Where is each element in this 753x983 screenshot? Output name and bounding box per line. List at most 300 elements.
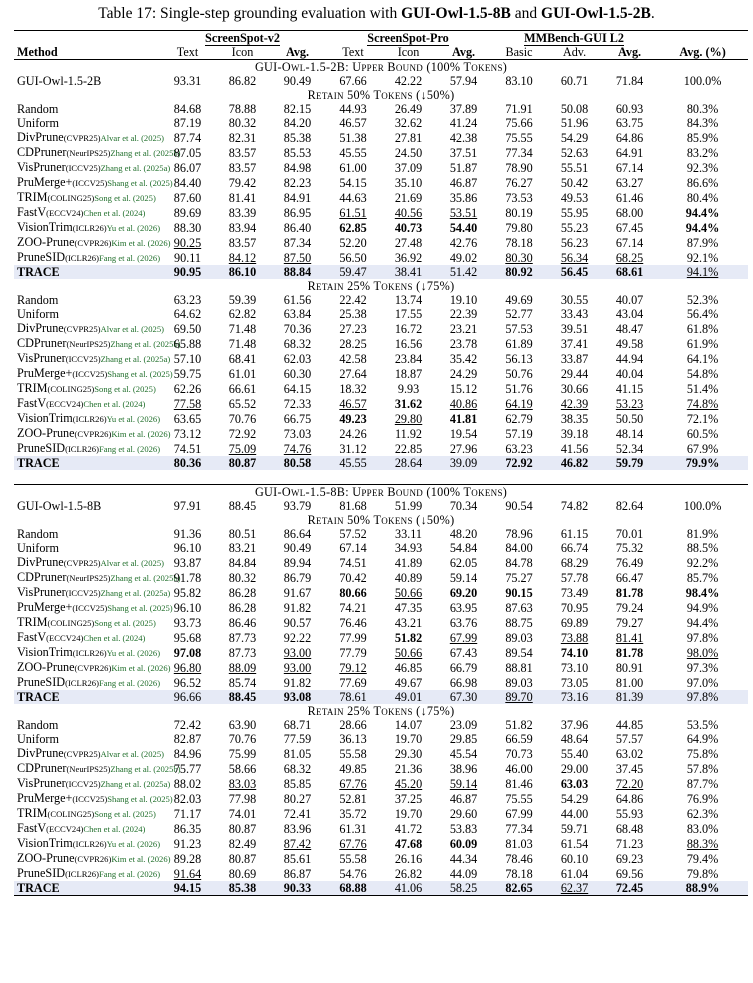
table-row [14,732,748,746]
table-cell: 96.52 [173,675,202,690]
method-name: VisionTrim [17,836,73,850]
table-cell: 44.34 [449,851,478,866]
table-cell: 68.00 [615,205,644,220]
method-name: PruneSID [17,866,66,880]
table-cell: 56.13 [505,351,533,366]
table-cell: 40.73 [394,220,423,235]
table-cell: 82.64 [615,499,644,513]
header-col-row [14,45,748,60]
method-venue: (ICCV25) [72,369,108,379]
table-cell: 75.27 [505,570,533,585]
table-cell: 85.85 [283,776,312,791]
method-venue: (NeurIPS25) [66,764,111,774]
table-cell: 37.09 [394,160,423,175]
table-cell: 23.78 [449,336,478,351]
table-cell: 88.9% [657,881,748,896]
table-cell: 87.05 [173,145,202,160]
method-venue: (ECCV24) [46,399,84,409]
table-cell: 60.71 [560,74,589,88]
table-row [14,600,748,615]
table-row [14,555,748,570]
method-name: TRIM [17,615,48,629]
method-name: ZOO-Prune [17,426,75,440]
table-cell: 80.58 [270,456,325,470]
table-cell: 41.24 [449,116,478,130]
table-cell: 97.08 [173,645,202,660]
table-cell: 80.91 [615,660,644,675]
table-cell: 28.64 [381,456,436,470]
table-cell: 49.02 [449,250,478,265]
table-cell: 29.80 [394,411,423,426]
col-header: Avg. [617,45,642,59]
table-cell: 41.72 [394,821,423,836]
table-cell: 64.91 [615,145,644,160]
method-citation[interactable]: Yu et al. (2026) [106,223,161,233]
table-cell: 67.30 [436,690,491,704]
table-cell: 72.20 [615,776,644,791]
table-cell: 83.2% [686,145,719,160]
method-citation[interactable]: Alvar et al. (2025) [100,324,164,334]
table-cell: 63.23 [173,293,202,307]
caption-model-a: GUI-Owl-1.5-8B [401,5,511,22]
table-cell: 80.30 [505,250,533,265]
table-row [14,307,748,321]
method-name: VisionTrim [17,411,73,425]
table-cell: 54.40 [449,220,478,235]
method-name: GUI-Owl-1.5-8B [17,499,102,513]
table-cell: 63.02 [615,746,644,761]
table-cell: 94.15 [160,881,215,896]
table-cell: 75.55 [505,791,533,806]
method-citation[interactable]: Zhang et al. (2025a) [100,163,171,173]
table-cell: 27.96 [449,441,478,456]
table-cell: 51.4% [686,381,719,396]
table-row [14,366,748,381]
method-citation[interactable]: Shang et al. (2025) [107,369,173,379]
col-header: Avg. (%) [679,45,726,59]
table-cell: 68.71 [283,718,312,732]
table-cell: 29.30 [394,746,423,761]
table-cell: 73.03 [283,426,312,441]
table-cell: 60.30 [283,366,312,381]
table-row [14,615,748,630]
col-header: Icon [397,45,420,59]
table-cell: 68.25 [615,250,644,265]
table-cell: 80.27 [283,791,312,806]
table-cell: 55.93 [615,806,644,821]
table-cell: 61.15 [560,527,589,541]
table-cell: 37.25 [394,791,423,806]
method-name: VisionTrim [17,645,73,659]
table-cell: 70.34 [449,499,478,513]
table-cell: 38.35 [560,411,589,426]
table-cell: 23.84 [394,351,423,366]
method-name: Random [17,102,59,116]
table-cell: 29.85 [449,732,478,746]
table-cell: 75.55 [505,130,533,145]
method-citation[interactable]: Zhang et al. (2025a) [100,779,171,789]
method-citation[interactable]: Zhang et al. (2025b) [110,339,181,349]
table-cell: 66.59 [505,732,533,746]
table-cell: 49.23 [339,411,367,426]
table-cell: 88.09 [228,660,257,675]
table-cell: 72.45 [602,881,657,896]
table-cell: 96.80 [173,660,202,675]
method-venue: (ICCV25) [72,794,108,804]
method-citation[interactable]: Kim et al. (2026) [111,238,171,248]
table-cell: 83.03 [228,776,257,791]
table-cell: 73.88 [560,630,589,645]
table-cell: 62.79 [505,411,533,426]
method-citation[interactable]: Yu et al. (2026) [106,648,161,658]
table-cell: 81.9% [686,527,719,541]
table-row [14,499,748,513]
table-cell: 83.0% [686,821,719,836]
table-cell: 94.9% [686,600,719,615]
table-row [14,336,748,351]
table-cell: 71.84 [615,74,644,88]
method-citation[interactable]: Fang et al. (2026) [98,253,161,263]
method-name: PruneSID [17,250,66,264]
table-cell: 25.38 [339,307,367,321]
table-cell: 44.09 [449,866,478,881]
table-cell: 71.17 [173,806,202,821]
table-cell: 90.49 [283,541,312,555]
retain-section-title [14,704,748,718]
table-cell: 42.22 [394,74,423,88]
table-cell: 61.04 [560,866,589,881]
method-citation[interactable]: Song et al. (2025) [94,384,156,394]
method-citation[interactable]: Chen et al. (2024) [83,399,146,409]
table-cell: 23.09 [449,718,478,732]
method-citation[interactable]: Fang et al. (2026) [98,678,161,688]
method-name: Random [17,718,59,732]
method-name: VisPruner [17,160,66,174]
method-venue: (ICLR26) [72,223,107,233]
table-row [14,220,748,235]
method-venue: (NeurIPS25) [66,339,111,349]
table-cell: 80.32 [228,570,257,585]
table-cell: 57.57 [615,732,644,746]
method-citation[interactable]: Alvar et al. (2025) [100,558,164,568]
table-cell: 31.12 [339,441,367,456]
table-cell: 14.07 [394,718,423,732]
table-cell: 9.93 [397,381,420,396]
method-citation[interactable]: Chen et al. (2024) [83,633,146,643]
table-cell: 90.54 [505,499,533,513]
method-name: CDPruner [17,145,67,159]
table-cell: 21.69 [394,190,423,205]
table-cell: 100.0% [683,74,722,88]
table-cell: 72.42 [173,718,202,732]
table-cell: 86.6% [686,175,719,190]
table-cell: 47.35 [394,600,423,615]
table-cell: 81.41 [228,190,257,205]
table-cell: 49.69 [505,293,533,307]
table-row [14,130,748,145]
table-cell: 79.4% [686,851,719,866]
table-row [14,660,748,675]
table-cell: 52.20 [339,235,367,250]
table-row-trace [14,265,748,279]
method-name: Uniform [17,307,59,321]
table-cell: 18.87 [394,366,423,381]
method-citation[interactable]: Song et al. (2025) [94,618,156,628]
table-cell: 64.86 [615,130,644,145]
table-cell: 62.82 [228,307,257,321]
table-cell: 28.66 [339,718,367,732]
table-cell: 52.3% [686,293,719,307]
table-cell: 49.01 [381,690,436,704]
method-name: Uniform [17,732,59,746]
table-cell: 93.00 [283,645,312,660]
method-venue: (ICLR26) [72,839,107,849]
table-cell: 89.03 [505,675,533,690]
block-separator [14,470,748,485]
table-cell: 61.8% [686,321,719,336]
table-cell: 72.92 [228,426,257,441]
table-cell: 81.05 [283,746,312,761]
table-cell: 37.96 [560,718,589,732]
table-cell: 40.56 [394,205,423,220]
table-cell: 76.27 [505,175,533,190]
table-cell: 85.61 [283,851,312,866]
method-citation[interactable]: Song et al. (2025) [94,809,156,819]
method-citation[interactable]: Zhang et al. (2025b) [110,148,181,158]
table-cell: 61.31 [339,821,367,836]
table-cell: 72.1% [686,411,719,426]
table-cell: 96.10 [173,541,202,555]
table-cell: 46.57 [339,116,367,130]
method-citation[interactable]: Kim et al. (2026) [111,429,171,439]
table-cell: 97.3% [686,660,719,675]
table-cell: 55.51 [560,160,589,175]
method-name: VisPruner [17,585,66,599]
table-cell: 68.61 [602,265,657,279]
retain-section-title-label: Retain 25% Tokens (↓75%) [307,279,455,293]
table-cell: 71.48 [228,336,257,351]
table-cell: 95.82 [173,585,202,600]
table-cell: 26.49 [394,102,423,116]
table-cell: 70.36 [283,321,312,336]
table-cell: 78.90 [505,160,533,175]
method-name: Random [17,293,59,307]
method-citation[interactable]: Zhang et al. (2025a) [100,588,171,598]
table-row [14,321,748,336]
table-cell: 58.66 [228,761,257,776]
col-header: Icon [231,45,254,59]
retain-section-title [14,279,748,293]
table-cell: 66.79 [449,660,478,675]
table-cell: 93.87 [173,555,202,570]
table-cell: 70.01 [615,527,644,541]
method-citation[interactable]: Alvar et al. (2025) [100,133,164,143]
table-cell: 42.58 [339,351,367,366]
method-name: PruneSID [17,441,66,455]
table-cell: 49.67 [394,675,423,690]
method-citation[interactable]: Yu et al. (2026) [106,414,161,424]
table-row [14,851,748,866]
table-cell: 91.64 [173,866,202,881]
table-cell: 88.45 [215,690,270,704]
table-cell: 77.79 [339,645,367,660]
table-cell: 74.76 [283,441,312,456]
table-cell: 27.81 [394,130,423,145]
table-cell: 46.85 [394,660,423,675]
method-citation[interactable]: Fang et al. (2026) [98,444,161,454]
table-cell: 46.00 [505,761,533,776]
table-cell: 72.33 [283,396,312,411]
method-name: TRIM [17,381,48,395]
table-cell: 59.14 [449,570,478,585]
col-header: Avg. [451,45,476,59]
table-cell: 24.50 [394,145,423,160]
table-cell: 31.62 [394,396,423,411]
table-cell: 22.85 [394,441,423,456]
table-cell: 50.66 [394,645,423,660]
method-citation[interactable]: Yu et al. (2026) [106,839,161,849]
method-citation[interactable]: Chen et al. (2024) [83,208,146,218]
method-citation[interactable]: Zhang et al. (2025b) [110,573,181,583]
table-cell: 78.88 [228,102,257,116]
method-citation[interactable]: Shang et al. (2025) [107,794,173,804]
table-cell: 67.14 [615,160,644,175]
table-cell: 56.23 [560,235,589,250]
table-cell: 57.10 [173,351,202,366]
table-row [14,718,748,732]
table-row [14,74,748,88]
table-cell: 80.66 [339,585,367,600]
table-cell: 74.82 [560,499,589,513]
table-cell: 63.90 [228,718,257,732]
table-row [14,396,748,411]
table-cell: 71.91 [505,102,533,116]
col-header: Text [342,45,364,59]
table-cell: 35.72 [339,806,367,821]
table-cell: 86.64 [283,527,312,541]
table-cell: 66.75 [283,411,312,426]
table-cell: 56.34 [560,250,589,265]
table-cell: 41.89 [394,555,423,570]
table-cell: 81.00 [615,675,644,690]
method-name: VisPruner [17,776,66,790]
upper-bound-title-label: GUI-Owl-1.5-8B: Upper Bound (100% Tokens) [14,485,748,500]
method-name: TRIM [17,806,48,820]
method-citation[interactable]: Shang et al. (2025) [107,178,173,188]
table-cell: 93.73 [173,615,202,630]
table-cell: 77.59 [283,732,312,746]
table-cell: 84.78 [505,555,533,570]
table-cell: 41.81 [449,411,478,426]
table-cell: 69.56 [615,866,644,881]
table-cell: 74.51 [173,441,202,456]
method-citation[interactable]: Zhang et al. (2025b) [110,764,181,774]
table-row [14,426,748,441]
method-citation[interactable]: Kim et al. (2026) [111,854,171,864]
table-cell: 80.32 [228,116,257,130]
table-cell: 85.74 [228,675,257,690]
method-citation[interactable]: Chen et al. (2024) [83,824,146,834]
table-cell: 93.31 [173,74,202,88]
table-cell: 86.46 [228,615,257,630]
table-cell: 84.00 [505,541,533,555]
table-cell: 64.15 [283,381,312,396]
table-cell: 51.87 [449,160,478,175]
table-cell: 32.62 [394,116,423,130]
table-cell: 55.58 [339,851,367,866]
table-cell: 38.96 [449,761,478,776]
method-venue: (NeurIPS25) [66,148,111,158]
table-cell: 41.15 [615,381,644,396]
table-cell: 63.27 [615,175,644,190]
table-cell: 41.06 [381,881,436,896]
table-cell: 73.49 [560,585,589,600]
table-cell: 67.45 [615,220,644,235]
table-cell: 80.87 [228,851,257,866]
method-venue: (ICLR26) [72,648,107,658]
table-cell: 55.95 [560,205,589,220]
table-cell: 27.23 [339,321,367,336]
method-citation[interactable]: Shang et al. (2025) [107,603,173,613]
method-venue: (CVPR25) [63,558,101,568]
table-cell: 49.53 [560,190,589,205]
method-venue: (ICLR26) [65,444,99,454]
table-row [14,235,748,250]
table-cell: 97.0% [686,675,719,690]
table-cell: 62.03 [283,351,312,366]
table-cell: 77.34 [505,821,533,836]
table-cell: 87.19 [173,116,202,130]
method-citation[interactable]: Fang et al. (2026) [98,869,161,879]
table-cell: 63.03 [560,776,589,791]
method-name: TRACE [17,456,60,470]
table-cell: 88.75 [505,615,533,630]
table-cell: 62.05 [449,555,478,570]
table-cell: 64.9% [686,732,719,746]
method-citation[interactable]: Zhang et al. (2025a) [100,354,171,364]
table-cell: 92.1% [686,250,719,265]
table-cell: 30.66 [560,381,589,396]
table-cell: 76.9% [686,791,719,806]
table-cell: 71.48 [228,321,257,336]
method-citation[interactable]: Alvar et al. (2025) [100,749,164,759]
table-cell: 70.95 [560,600,589,615]
table-cell: 88.30 [173,220,202,235]
table-row [14,570,748,585]
method-name: TRIM [17,190,48,204]
table-cell: 83.21 [228,541,257,555]
table-cell: 33.43 [560,307,589,321]
table-cell: 73.10 [560,660,589,675]
table-cell: 18.32 [339,381,367,396]
table-cell: 37.51 [449,145,478,160]
table-cell: 68.48 [615,821,644,836]
method-citation[interactable]: Song et al. (2025) [94,193,156,203]
method-venue: (ECCV24) [46,633,84,643]
table-cell: 51.82 [505,718,533,732]
table-cell: 44.94 [615,351,644,366]
method-citation[interactable]: Kim et al. (2026) [111,663,171,673]
header-group-row [14,31,748,46]
table-cell: 87.34 [283,235,312,250]
table-cell: 81.78 [615,645,644,660]
table-row [14,746,748,761]
table-cell: 75.09 [228,441,257,456]
table-cell: 46.87 [449,175,478,190]
table-cell: 53.5% [686,718,719,732]
table-cell: 48.47 [615,321,644,336]
method-venue: (COLING25) [47,809,95,819]
